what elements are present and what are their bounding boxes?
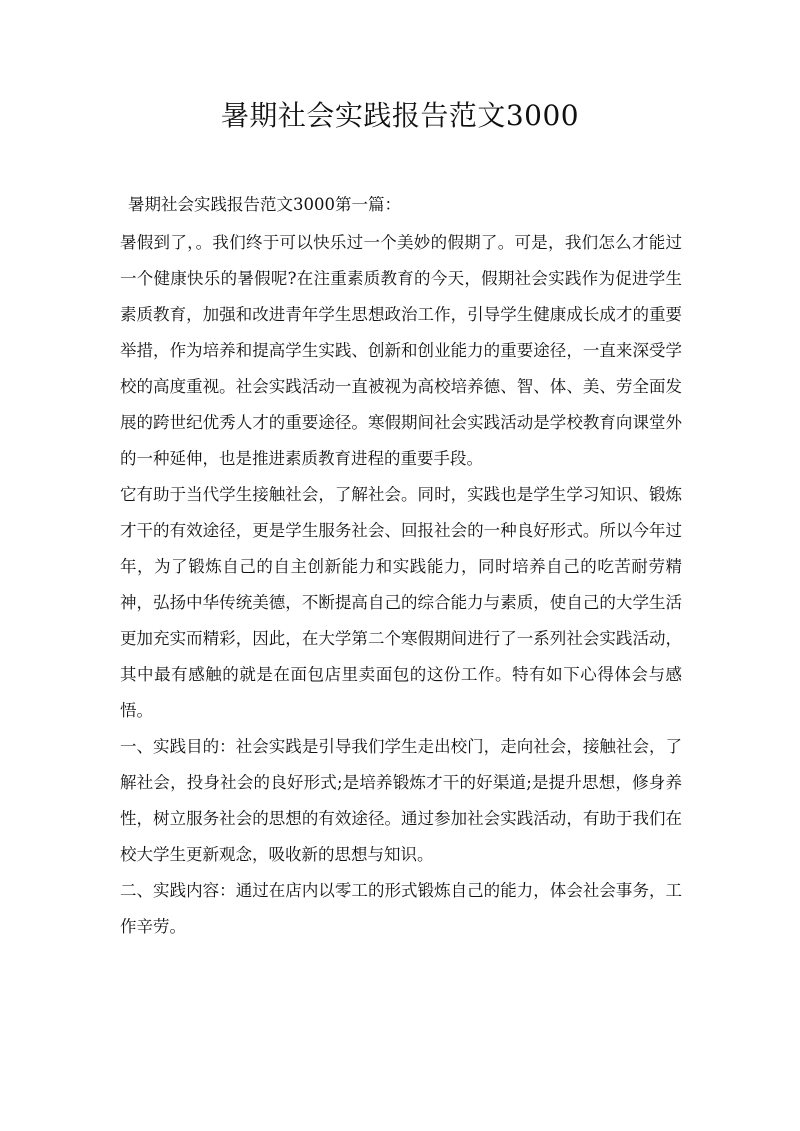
paragraph-1: 暑假到了，。我们终于可以快乐过一个美妙的假期了。可是，我们怎么才能过一个健康快乐的暑假呢?在注重素质教育的今天，假期社会实践作为促进学生素质教育，加强和改进青年学生思想政治工作，引导学生健康成长成才的重要举措，作为培养和提高学生实践、创新和创业能力的重要途径，一直来深受学校的高度重视。社会实践活动一直被视为高校培养德、智、体、美、劳全面发展的跨世纪优秀人才的重要途径。寒假期间社会实践活动是学校教育向课堂外的一种延伸，也是推进素质教育进程的重要手段。	[120, 233, 682, 468]
paragraph-4: 二、实践内容：通过在店内以零工的形式锻炼自己的能力，体会社会事务，工作辛劳。	[120, 881, 682, 936]
paragraph-2: 它有助于当代学生接触社会，了解社会。同时，实践也是学生学习知识、锻炼才干的有效途径，更是学生服务社会、回报社会的一种良好形式。所以今年过年，为了锻炼自己的自主创新能力和实践能力，同时培养自己的吃苦耐劳精神，弘扬中华传统美德，不断提高自己的综合能力与素质，使自己的大学生活更加充实而精彩，因此，在大学第二个寒假期间进行了一系列社会实践活动，其中最有感触的就是在面包店里卖面包的这份工作。特有如下心得体会与感悟。	[120, 485, 682, 720]
document-title: 暑期社会实践报告范文3000	[220, 99, 580, 132]
document-body	[120, 187, 682, 945]
section-subtitle: 暑期社会实践报告范文3000第一篇：	[128, 195, 401, 214]
paragraph-3: 一、实践目的：社会实践是引导我们学生走出校门，走向社会，接触社会，了解社会，投身社会的良好形式;是培养锻炼才干的好渠道;是提升思想，修身养性，树立服务社会的思想的有效途径。通过参加社会实践活动，有助于我们在校大学生更新观念，吸收新的思想与知识。	[120, 737, 682, 864]
